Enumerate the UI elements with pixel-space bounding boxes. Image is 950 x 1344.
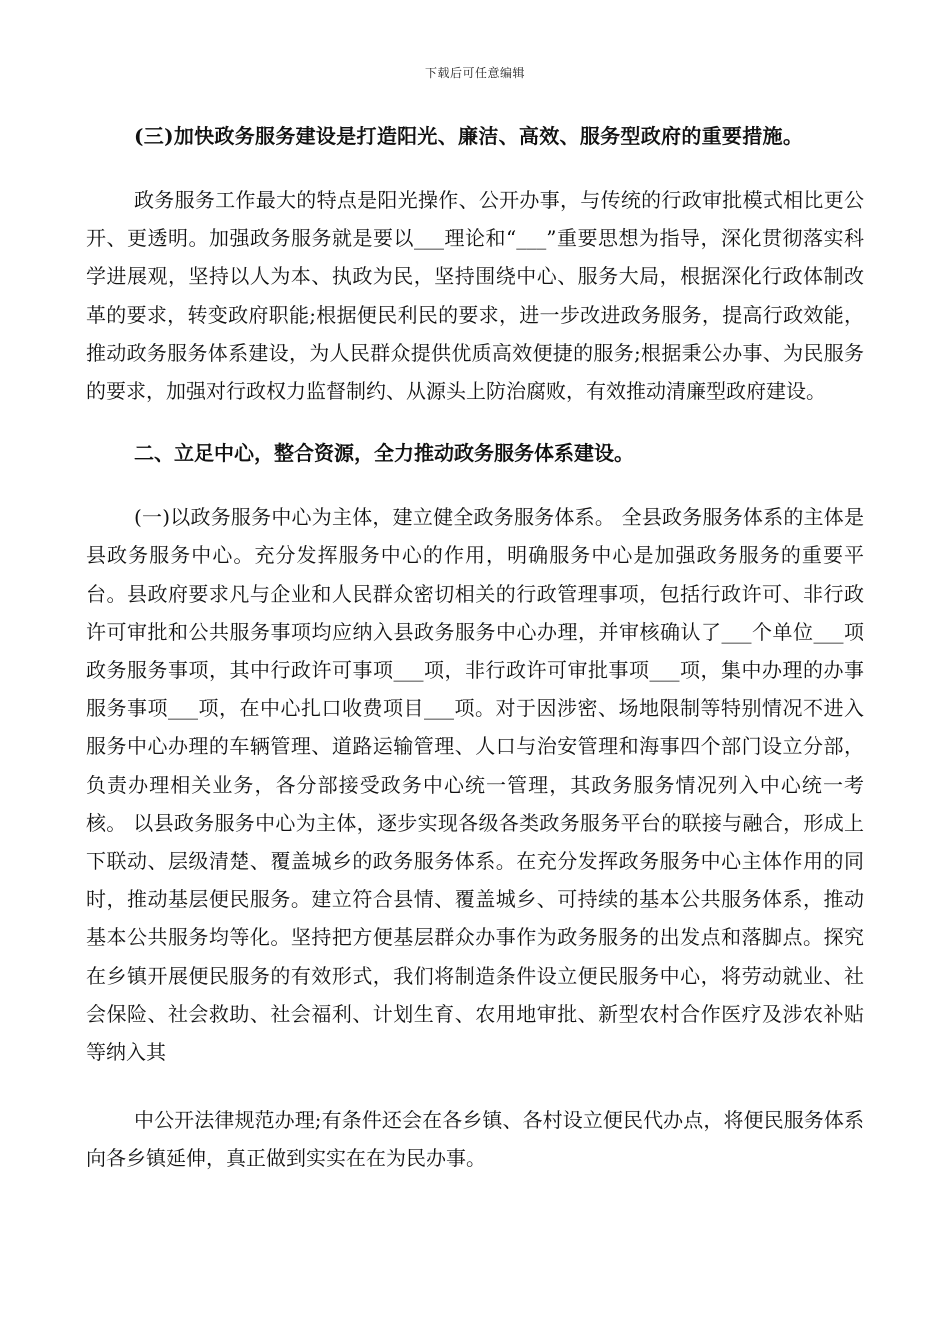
spacer	[86, 410, 864, 434]
paragraph-2: (一)以政务服务中心为主体，建立健全政务服务体系。 全县政务服务体系的主体是县政务服务中心。充分发挥服务中心的作用，明确服务中心是加强政务服务的重要平台。县政府要求凡与企业和人民群众密切相关的行政管理事项，包括行政许可、非行政许可审批和公共服务事项均应纳入县政务服务中心办理，并审核确认了___个单位___项政务服务事项，其中行政许可事项___项，非行政许可审批事项___项，集中办理的办事服务事项___项，在中心扎口收费项目___项。对于因涉密、场地限制等特别情况不进入服务中心办理的车辆管理、道路运输管理、人口与治安管理和海事四个部门设立分部，负责办理相关业务，各分部接受政务中心统一管理，其政务服务情况列入中心统一考核。 以县政务服务中心为主体，逐步实现各级各类政务服务平台的联接与融合，形成上下联动、层级清楚、覆盖城乡的政务服务体系。在充分发挥政务服务中心主体作用的同时，推动基层便民服务。建立符合县情、覆盖城乡、可持续的基本公共服务体系，推动基本公共服务均等化。坚持把方便基层群众办事作为政务服务的出发点和落脚点。探究在乡镇开展便民服务的有效形式，我们将制造条件设立便民服务中心，将劳动就业、社会保险、社会救助、社会福利、计划生育、农用地审批、新型农村合作医疗及涉农补贴等纳入其	[86, 505, 864, 1065]
spacer	[86, 1071, 864, 1101]
paragraph-3: 中公开法律规范办理;有条件还会在各乡镇、各村设立便民代办点，将便民服务体系向各乡镇延伸，真正做到实实在在为民办事。	[86, 1108, 864, 1171]
paragraph-1: 政务服务工作最大的特点是阳光操作、公开办事，与传统的行政审批模式相比更公开、更透明。加强政务服务就是要以___理论和“___”重要思想为指导，深化贯彻落实科学进展观，坚持以人为本、执政为民，坚持围绕中心、服务大局，根据深化行政体制改革的要求，转变政府职能;根据便民利民的要求，进一步改进政务服务，提高行政效能，推动政务服务体系建设，为人民群众提供优质高效便捷的服务;根据秉公办事、为民服务的要求，加强对行政权力监督制约、从源头上防治腐败，有效推动清廉型政府建设。	[86, 188, 864, 404]
spacer	[86, 472, 864, 498]
header-note: 下载后可任意编辑	[424, 66, 525, 80]
document-body	[86, 117, 864, 1178]
spacer	[86, 155, 864, 181]
section-heading-2: 二、立足中心，整合资源，全力推动政务服务体系建设。	[134, 441, 634, 466]
section-heading-3: (三)加快政务服务建设是打造阳光、廉洁、高效、服务型政府的重要措施。	[134, 124, 804, 148]
